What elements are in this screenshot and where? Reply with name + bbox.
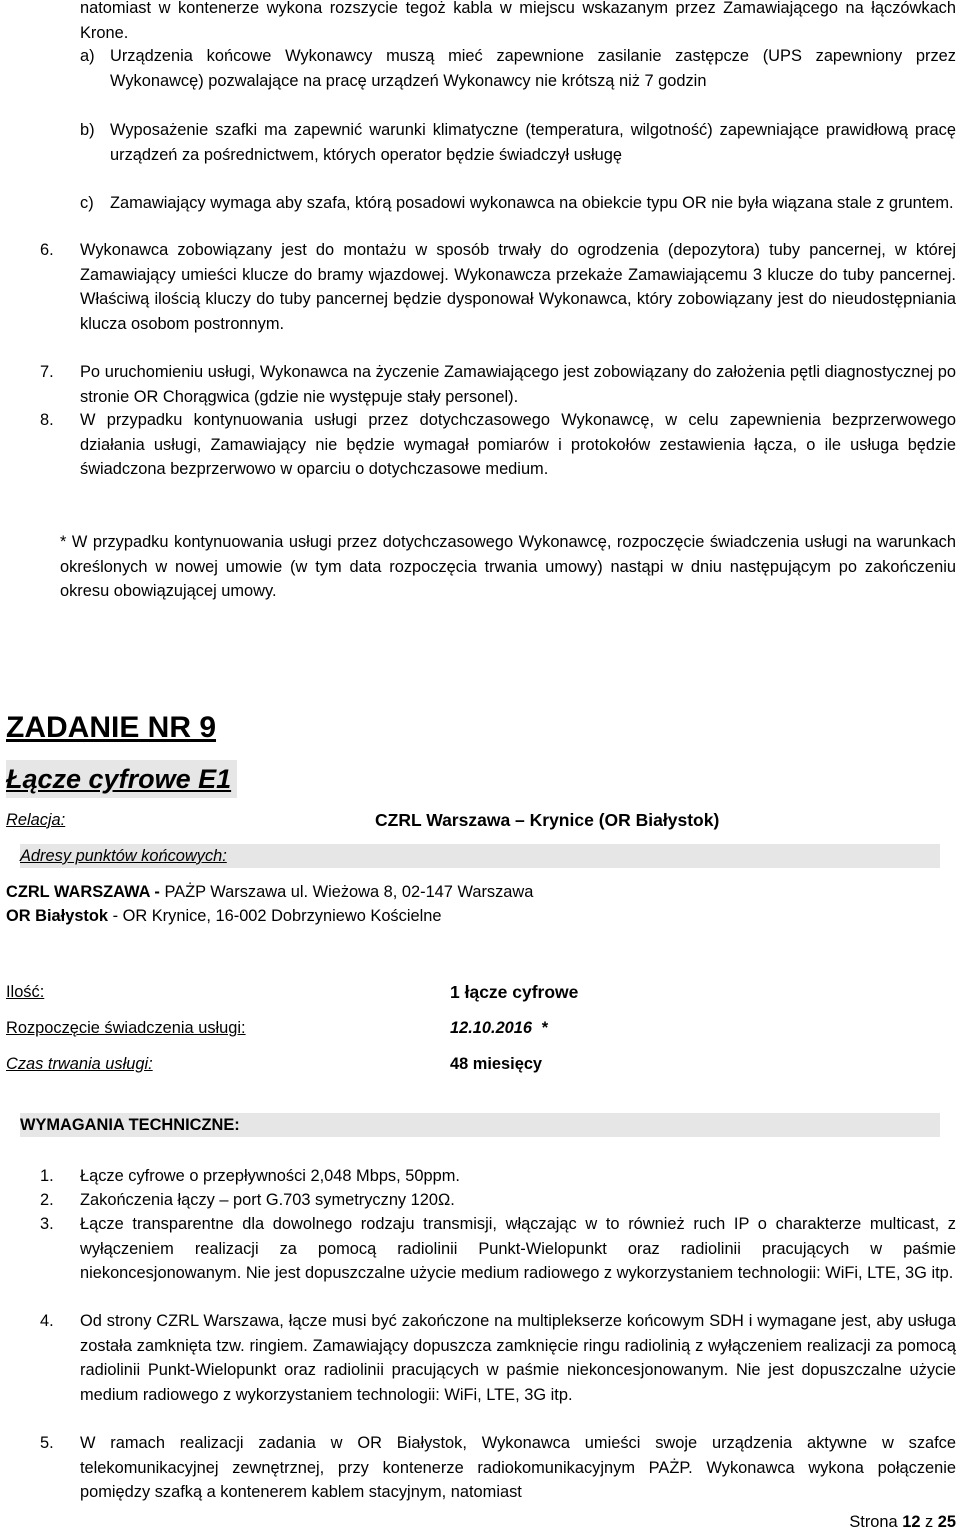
item-text: W ramach realizacji zadania w OR Białystok, Wykonawca umieści swoje urządzenia aktywne w szafce telekomunikacyjnej zewnętrznej, przy kontenerze radiokomunikacyjnym PAŻP. Wykonawca wykona połączenie pomiędzy szafką a kontenerem kablem stacyjnym, natomiast xyxy=(80,1434,956,1501)
address-line-2 xyxy=(6,904,441,929)
list-label: b) xyxy=(80,121,95,139)
item-text: Po uruchomieniu usługi, Wykonawca na życzenie Zamawiającego jest zobowiązany do założenia pętli diagnostycznej po stronie OR Chorągwica (gdzie nie występuje stały personel). xyxy=(80,363,956,406)
footer-total-pages: 25 xyxy=(937,1513,956,1531)
start-value: 12.10.2016 * xyxy=(450,1019,548,1037)
footer-middle: z xyxy=(920,1513,938,1531)
item-number: 8. xyxy=(40,411,54,429)
item-number: 4. xyxy=(40,1312,54,1330)
item-text: Łącze transparentne dla dowolnego rodzaju transmisji, włączając w to również ruch IP o charakterze multicast, z wyłączeniem realizacji za pomocą radiolinii Punkt-Wielopunkt oraz radiolinii pracujących w paśmie niekoncesjonowanym. Nie jest dopuszczalne użycie medium radiowego z wykorzystaniem technologii: WiFi, LTE, 3G itp. xyxy=(80,1215,956,1282)
requirement-item-2 xyxy=(40,1188,956,1213)
footer-page-number: 12 xyxy=(902,1513,921,1531)
page-footer xyxy=(849,1510,956,1535)
item-number: 2. xyxy=(40,1191,54,1209)
item-text: Wykonawca zobowiązany jest do montażu w sposób trwały do ogrodzenia (depozytora) tuby pancernej, w której Zamawiający umieści klucze do bramy wjazdowej. Wykonawcza przekaże Zamawiającemu 3 klucze do tuby pancernej. Właściwą ilością kluczy do tuby pancernej będzie dysponował Wykonawca, który zobowiązany jest do nieudostępniania klucza osobom postronnym. xyxy=(80,241,956,333)
item-number: 6. xyxy=(40,241,54,259)
item-number: 5. xyxy=(40,1434,54,1452)
item-text: Łącze cyfrowe o przepływności 2,048 Mbps, 50ppm. xyxy=(80,1167,460,1185)
requirement-item-3 xyxy=(40,1212,956,1286)
item-number: 1. xyxy=(40,1167,54,1185)
task-subtitle: Łącze cyfrowe E1 xyxy=(6,760,237,798)
address-2-name: OR Białystok xyxy=(6,907,109,925)
item-text: W przypadku kontynuowania usługi przez dotychczasowego Wykonawcę, w celu zapewnienia bezprzerwowego działania usługi, Zamawiający nie będzie wymagał pomiarów i protokołów zestawienia łącza, o ile usługa będzie świadczona bezprzerwowo w oparciu o dotychczasowe medium. xyxy=(80,411,956,478)
list-text: Urządzenia końcowe Wykonawcy muszą mieć zapewnione zasilanie zastępcze (UPS zapewniony przez Wykonawcę) pozwalające na pracę urządzeń Wykonawcy nie krótszą niż 7 godzin xyxy=(110,47,956,90)
list-label: c) xyxy=(80,194,94,212)
address-2-detail: - OR Krynice, 16-002 Dobrzyniewo Kościelne xyxy=(108,907,442,925)
list-label: a) xyxy=(80,47,95,65)
relacja-value: CZRL Warszawa – Krynice (OR Białystok) xyxy=(375,810,720,830)
item-number: 7. xyxy=(40,363,54,381)
duration-value: 48 miesięcy xyxy=(450,1055,543,1073)
list-text: Zamawiający wymaga aby szafa, którą posadowi wykonawca na obiekcie typu OR nie była wiązana stale z gruntem. xyxy=(110,194,954,212)
footnote-paragraph xyxy=(60,530,956,604)
item-number: 3. xyxy=(40,1215,54,1233)
requirement-item-5 xyxy=(40,1431,956,1505)
item-text: Od strony CZRL Warszawa, łącze musi być zakończone na multiplekserze końcowym SDH i wymagane jest, aby usługa została zamknięta tzw. ringiem. Zamawiający dopuszcza zamknięcie ringu radiolinią z wyłączeniem realizacji za pomocą radiolinii Punkt-Wielopunkt oraz radiolinii pracujących w paśmie niekoncesjonowanym. Nie jest dopuszczalne użycie medium radiowego z wykorzystaniem technologii: WiFi, LTE, 3G itp. xyxy=(80,1312,956,1404)
relacja-label: Relacja: xyxy=(6,811,66,829)
list-text: Wyposażenie szafki ma zapewnić warunki klimatyczne (temperatura, wilgotność) zapewniające prawidłową pracę urządzeń za pośrednictwem, których operator będzie świadczył usługę xyxy=(110,121,956,164)
address-1-name: CZRL WARSZAWA - xyxy=(6,883,160,901)
list-item-a xyxy=(80,44,956,93)
list-item-c xyxy=(80,191,956,216)
task-title: ZADANIE NR 9 xyxy=(6,711,217,744)
start-label: Rozpoczęcie świadczenia usługi: xyxy=(6,1019,246,1037)
address-1-detail: PAŻP Warszawa ul. Wieżowa 8, 02-147 Warszawa xyxy=(159,883,534,901)
footnote-text: * W przypadku kontynuowania usługi przez dotychczasowego Wykonawcę, rozpoczęcie świadczenia usługi na warunkach określonych w nowej umowie (w tym data rozpoczęcia trwania umowy) nastąpi w dniu następującym po zakończeniu okresu obowiązującej umowy. xyxy=(60,533,956,600)
footer-prefix: Strona xyxy=(849,1513,903,1531)
requirement-item-4 xyxy=(40,1309,956,1407)
address-line-1 xyxy=(6,880,533,905)
numbered-item-6 xyxy=(40,238,956,336)
addresses-label: Adresy punktów końcowych: xyxy=(20,847,227,865)
numbered-item-7 xyxy=(40,360,956,409)
continuation-text: natomiast w kontenerze wykona rozszycie tegoż kabla w miejscu wskazanym przez Zamawiającego na łączówkach Krone. xyxy=(80,0,956,42)
quantity-value: 1 łącze cyfrowe xyxy=(450,982,579,1002)
duration-label: Czas trwania usługi: xyxy=(6,1055,153,1073)
item-text: Zakończenia łączy – port G.703 symetryczny 120Ω. xyxy=(80,1191,455,1209)
list-item-b xyxy=(80,118,956,167)
requirement-item-1 xyxy=(40,1164,956,1189)
numbered-item-8 xyxy=(40,408,956,482)
quantity-label: Ilość: xyxy=(6,983,45,1001)
requirements-heading: WYMAGANIA TECHNICZNE: xyxy=(20,1116,240,1134)
